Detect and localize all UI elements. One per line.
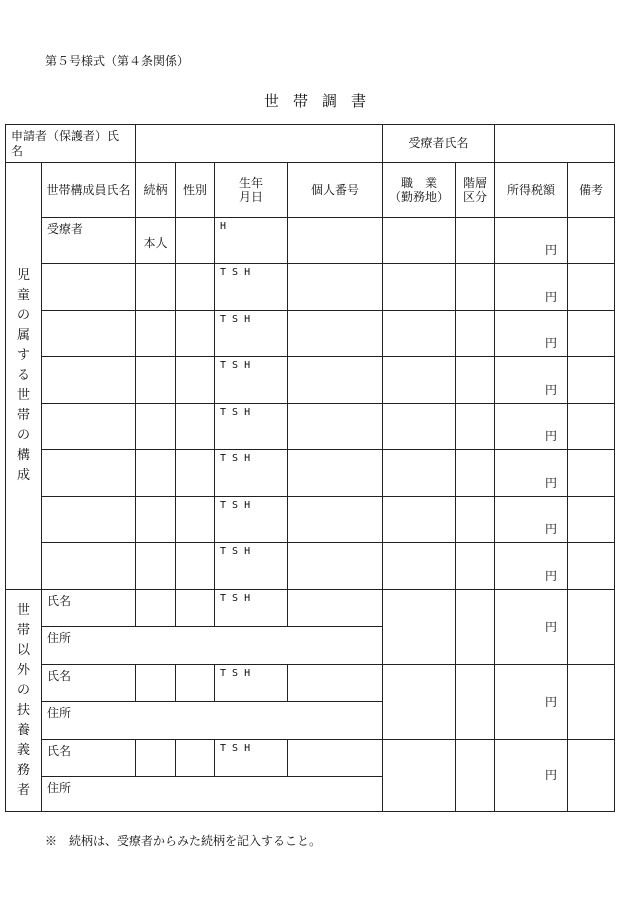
my-number-field[interactable] <box>288 357 383 404</box>
income-tax-field[interactable]: 円 <box>495 404 568 450</box>
household-row <box>6 404 615 450</box>
remarks-field[interactable] <box>568 740 615 812</box>
relation-field[interactable] <box>136 404 176 450</box>
occupation-field[interactable] <box>383 590 456 665</box>
relation-field[interactable] <box>136 450 176 497</box>
tier-field[interactable] <box>456 357 495 404</box>
income-tax-field[interactable]: 円 <box>495 740 568 812</box>
birth-field[interactable]: T S H <box>215 665 288 702</box>
sex-field[interactable] <box>176 740 215 777</box>
sex-field[interactable] <box>176 450 215 497</box>
household-row <box>6 357 615 404</box>
col-sex: 性別 <box>176 163 215 218</box>
birth-field[interactable]: T S H <box>215 450 288 497</box>
household-section-label: 児童の属する世帯の構成 <box>6 163 42 590</box>
col-income-tax: 所得税額 <box>495 163 568 218</box>
birth-field[interactable]: T S H <box>215 740 288 777</box>
applicant-label: 申請者（保護者）氏名 <box>6 125 136 163</box>
col-occupation: 職 業 （勤務地） <box>383 163 456 218</box>
tier-field[interactable] <box>456 590 495 665</box>
birth-field[interactable]: T S H <box>215 497 288 543</box>
tier-field[interactable] <box>456 450 495 497</box>
relation-field[interactable] <box>136 590 176 627</box>
household-row <box>6 497 615 543</box>
tier-field[interactable] <box>456 665 495 740</box>
remarks-field[interactable] <box>568 311 615 357</box>
birth-field[interactable]: T S H <box>215 590 288 627</box>
income-tax-field[interactable]: 円 <box>495 264 568 311</box>
my-number-field[interactable] <box>288 404 383 450</box>
member-name-field[interactable]: 受療者 <box>42 218 136 264</box>
sex-field[interactable] <box>176 264 215 311</box>
occupation-field[interactable] <box>383 497 456 543</box>
support-address-label: 住所 <box>42 627 383 665</box>
birth-field[interactable]: T S H <box>215 264 288 311</box>
sex-field[interactable] <box>176 311 215 357</box>
support-row-name <box>6 590 615 627</box>
sex-field[interactable] <box>176 543 215 590</box>
sex-field[interactable] <box>176 404 215 450</box>
birth-field[interactable]: T S H <box>215 404 288 450</box>
income-tax-field[interactable]: 円 <box>495 357 568 404</box>
remarks-field[interactable] <box>568 450 615 497</box>
occupation-field[interactable] <box>383 357 456 404</box>
occupation-field[interactable] <box>383 404 456 450</box>
col-relation: 続柄 <box>136 163 176 218</box>
occupation-field[interactable] <box>383 311 456 357</box>
remarks-field[interactable] <box>568 404 615 450</box>
sex-field[interactable] <box>176 497 215 543</box>
my-number-field[interactable] <box>288 590 383 627</box>
applicant-name-field[interactable] <box>136 125 383 163</box>
remarks-field[interactable] <box>568 665 615 740</box>
member-name-field[interactable] <box>42 264 136 311</box>
my-number-field[interactable] <box>288 450 383 497</box>
birth-field[interactable]: H <box>215 218 288 264</box>
tier-field[interactable] <box>456 543 495 590</box>
my-number-field[interactable] <box>288 543 383 590</box>
income-tax-field[interactable]: 円 <box>495 450 568 497</box>
household-row <box>6 264 615 311</box>
income-tax-field[interactable]: 円 <box>495 543 568 590</box>
recipient-name-field[interactable] <box>495 125 615 163</box>
my-number-field[interactable] <box>288 218 383 264</box>
sex-field[interactable] <box>176 218 215 264</box>
col-tier: 階層 区分 <box>456 163 495 218</box>
remarks-field[interactable] <box>568 218 615 264</box>
occupation-field[interactable] <box>383 740 456 812</box>
member-name-field[interactable] <box>42 543 136 590</box>
occupation-field[interactable] <box>383 218 456 264</box>
col-member-name: 世帯構成員氏名 <box>42 163 136 218</box>
remarks-field[interactable] <box>568 590 615 665</box>
recipient-label: 受療者氏名 <box>383 125 495 163</box>
support-row-name <box>6 740 615 777</box>
income-tax-field[interactable]: 円 <box>495 497 568 543</box>
household-row <box>6 450 615 497</box>
tier-field[interactable] <box>456 218 495 264</box>
tier-field[interactable] <box>456 264 495 311</box>
occupation-field[interactable] <box>383 450 456 497</box>
support-address-label: 住所 <box>42 777 383 812</box>
income-tax-field[interactable]: 円 <box>495 665 568 740</box>
support-row-name <box>6 665 615 702</box>
tier-field[interactable] <box>456 311 495 357</box>
member-name-field[interactable] <box>42 497 136 543</box>
my-number-field[interactable] <box>288 740 383 777</box>
my-number-field[interactable] <box>288 497 383 543</box>
sex-field[interactable] <box>176 665 215 702</box>
relation-field[interactable] <box>136 357 176 404</box>
birth-field[interactable]: T S H <box>215 357 288 404</box>
col-remarks: 備考 <box>568 163 615 218</box>
relation-field[interactable] <box>136 497 176 543</box>
my-number-field[interactable] <box>288 311 383 357</box>
household-row <box>6 311 615 357</box>
income-tax-field[interactable]: 円 <box>495 590 568 665</box>
household-table <box>5 124 615 812</box>
occupation-field[interactable] <box>383 543 456 590</box>
tier-field[interactable] <box>456 740 495 812</box>
tier-field[interactable] <box>456 497 495 543</box>
column-header-row <box>6 163 615 218</box>
member-name-field[interactable] <box>42 450 136 497</box>
footnote: ※ 続柄は、受療者からみた続柄を記入すること。 <box>45 834 322 848</box>
sex-field[interactable] <box>176 590 215 627</box>
tier-field[interactable] <box>456 404 495 450</box>
relation-field[interactable] <box>136 311 176 357</box>
remarks-field[interactable] <box>568 264 615 311</box>
applicant-row <box>6 125 615 163</box>
household-row <box>6 543 615 590</box>
relation-field[interactable] <box>136 264 176 311</box>
remarks-field[interactable] <box>568 497 615 543</box>
birth-field[interactable]: T S H <box>215 311 288 357</box>
member-name-field[interactable] <box>42 357 136 404</box>
support-address-label: 住所 <box>42 702 383 740</box>
relation-field[interactable] <box>136 543 176 590</box>
relation-field[interactable] <box>136 665 176 702</box>
income-tax-field[interactable]: 円 <box>495 311 568 357</box>
remarks-field[interactable] <box>568 543 615 590</box>
col-my-number: 個人番号 <box>288 163 383 218</box>
occupation-field[interactable] <box>383 665 456 740</box>
member-name-field[interactable] <box>42 404 136 450</box>
birth-field[interactable]: T S H <box>215 543 288 590</box>
relation-field[interactable]: 本人 <box>136 218 176 264</box>
page-title: 世帯調書 <box>263 92 380 110</box>
household-row <box>6 218 615 264</box>
member-name-field[interactable] <box>42 311 136 357</box>
support-name-label: 氏名 <box>42 740 136 777</box>
col-birth: 生年 月日 <box>215 163 288 218</box>
income-tax-field[interactable]: 円 <box>495 218 568 264</box>
my-number-field[interactable] <box>288 264 383 311</box>
relation-field[interactable] <box>136 740 176 777</box>
occupation-field[interactable] <box>383 264 456 311</box>
my-number-field[interactable] <box>288 665 383 702</box>
remarks-field[interactable] <box>568 357 615 404</box>
form-number: 第５号様式（第４条関係） <box>45 54 190 68</box>
support-name-label: 氏名 <box>42 590 136 627</box>
support-name-label: 氏名 <box>42 665 136 702</box>
support-section-label: 世帯以外の扶養義務者 <box>6 590 42 812</box>
sex-field[interactable] <box>176 357 215 404</box>
